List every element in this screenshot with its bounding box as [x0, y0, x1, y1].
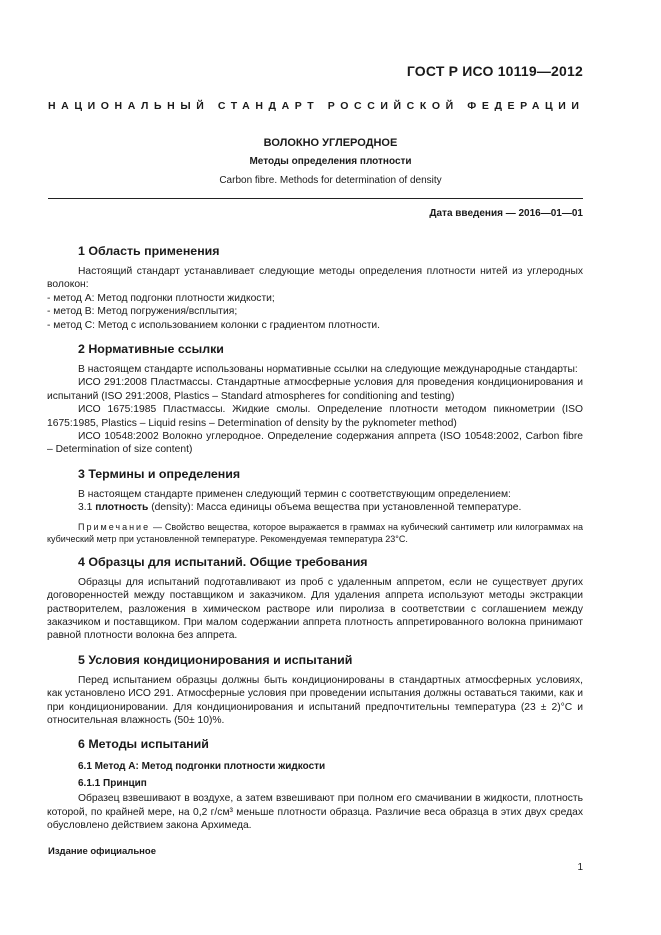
terms-text: В настоящем стандарте применен следующий термин с соответствующим определением:: [78, 488, 511, 500]
reference-text: ИСО 1675:1985 Пластмассы. Жидкие смолы. Определение плотности методом пикнометрии (ISO 1675:1985, Plastics – Liquid resins – Determination of density by the pyknometer method): [47, 404, 583, 429]
edition-label: Издание официальное: [48, 846, 156, 857]
scope-item: - метод В: Метод погружения/всплытия;: [47, 306, 238, 318]
term-definition-text: (density): Масса единицы объема вещества при установленной температуре.: [148, 502, 522, 514]
term-note: [47, 521, 583, 545]
specimens-paragraph: [47, 576, 583, 643]
subsection-heading-method-a: 6.1 Метод А: Метод подгонки плотности жидкости: [78, 761, 326, 773]
section-heading-conditions: 5 Условия кондиционирования и испытаний: [78, 652, 353, 667]
scope-text: Настоящий стандарт устанавливает следующие методы определения плотности нитей из углеродных волокон:: [47, 266, 583, 291]
reference-text: ИСО 291:2008 Пластмассы. Стандартные атмосферные условия для проведения кондиционирования и испытаний (ISO 291:2008, Plastics – Standard atmospheres for conditioning and testing): [47, 377, 583, 402]
scope-paragraph: [47, 265, 583, 292]
standard-code: ГОСТ Р ИСО 10119—2012: [406, 63, 583, 79]
term-definition: [47, 501, 583, 514]
reference-item: [47, 403, 583, 430]
conditions-text: Перед испытанием образцы должны быть кондиционированы в стандартных атмосферных условиях, как установлено ИСО 291. Атмосферные условия при проведении испытания должны оставаться такими, как и при кондиционировании. Для кондиционирования и испытаний предпочтительны температура (23 ± 2)°С и относительная влажность (50± 10)%.: [47, 674, 583, 726]
term-word: плотность: [95, 502, 149, 514]
subsection-heading-principle: 6.1.1 Принцип: [78, 778, 147, 790]
page-number: 1: [577, 862, 583, 873]
term-number: 3.1: [78, 502, 96, 514]
section-heading-methods: 6 Методы испытаний: [78, 737, 209, 752]
specimens-text: Образцы для испытаний подготавливают из проб с удаленным аппретом, если не существует других договоренностей между поставщиком и заказчиком. Для удаления аппрета используют методы экстракции растворителем, разложения в химическом растворе или пиролиза в соответствии с соглашением между заказчиком и поставщиком. При малом содержании аппрета плотность аппретированного волокна принимают равной плотности волокна без аппрета.: [47, 576, 583, 642]
document-title: ВОЛОКНО УГЛЕРОДНОЕ: [263, 137, 398, 149]
document-body: [47, 244, 583, 833]
section-heading-terms: 3 Термины и определения: [78, 466, 241, 481]
scope-item: - метод С: Метод с использованием колонки с градиентом плотности.: [47, 319, 381, 331]
terms-paragraph: [47, 488, 583, 501]
document-subtitle: Методы определения плотности: [249, 156, 412, 167]
references-text: В настоящем стандарте использованы нормативные ссылки на следующие международные стандарты:: [78, 364, 578, 376]
section-heading-specimens: 4 Образцы для испытаний. Общие требования: [78, 554, 368, 569]
note-label: Примечание: [78, 521, 151, 532]
reference-text: ИСО 10548:2002 Волокно углеродное. Определение содержания аппрета (ISO 10548:2002, Carbon fibre – Determination of size content): [47, 431, 583, 456]
effective-date: Дата введения — 2016—01—01: [429, 208, 583, 219]
reference-item: [47, 430, 583, 457]
principle-paragraph: [47, 792, 583, 832]
title-divider: [48, 198, 583, 199]
principle-text: Образец взвешивают в воздухе, а затем взвешивают при полном его смачивании в жидкости, плотность которой, по крайней мере, на 0,2 г/см³ меньше плотности образца. Различие веса образца в этих двух средах обусловлено действием закона Архимеда.: [47, 793, 583, 832]
national-standard-banner: НАЦИОНАЛЬНЫЙ СТАНДАРТ РОССИЙСКОЙ ФЕДЕРАЦИИ: [48, 100, 585, 112]
reference-item: [47, 376, 583, 403]
scope-item: - метод А: Метод подгонки плотности жидкости;: [47, 292, 275, 304]
note-text: — Свойство вещества, которое выражается в граммах на кубический сантиметр или килограммах на кубический метр при установленной температуре. Рекомендуемая температура 23°С.: [47, 521, 583, 544]
section-heading-references: 2 Нормативные ссылки: [78, 342, 224, 357]
document-title-english: Carbon fibre. Methods for determination of density: [219, 175, 442, 186]
section-heading-scope: 1 Область применения: [78, 244, 220, 258]
conditions-paragraph: [47, 674, 583, 728]
references-paragraph: [47, 363, 583, 376]
